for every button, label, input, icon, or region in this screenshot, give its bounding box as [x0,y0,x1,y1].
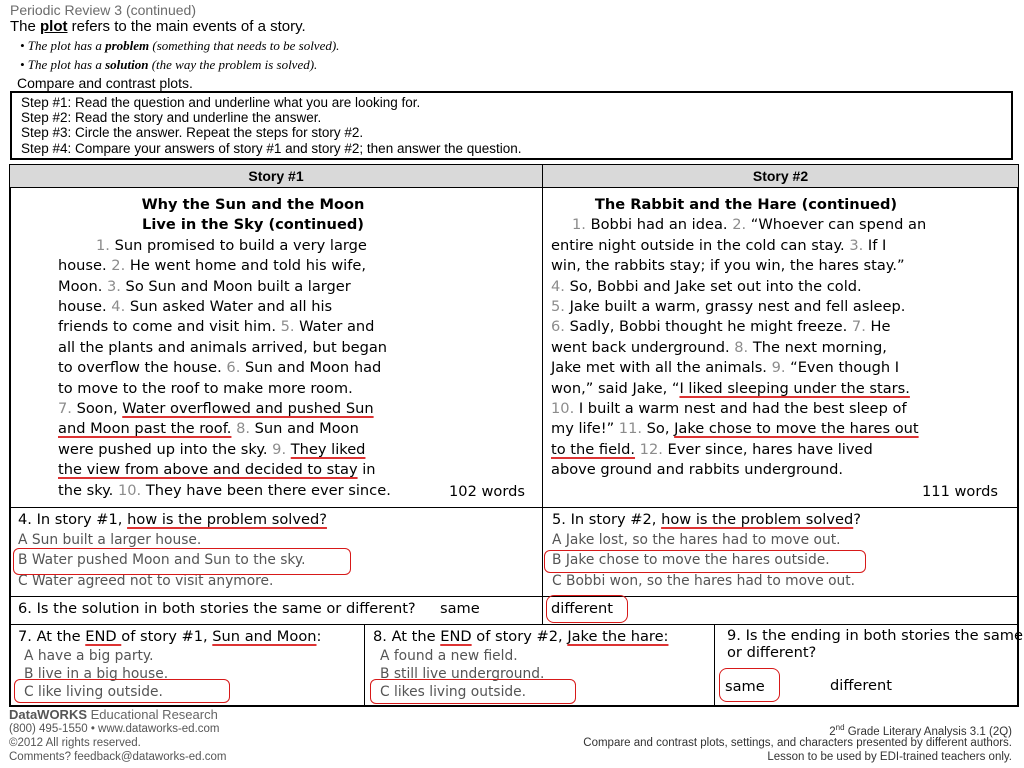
text: were pushed up into the sky. [58,440,273,458]
text: of story #2, [471,628,568,645]
story-line [58,419,528,439]
brand-name: DataWORKS [9,707,88,722]
sentence-number: 3. [106,277,121,295]
text: So, Bobbi and Jake set out into the cold. [564,277,862,295]
text: Sadly, Bobbi thought he might freeze. [564,318,852,336]
text: (something that needs to be solved). [149,38,340,53]
story-line: win, the rabbits stay; if you win, the hares stay.” [551,257,905,275]
text: • The plot has a [20,57,106,72]
story1-text [58,195,528,501]
bullet-solution [20,57,317,73]
question-4 [18,511,327,528]
text: entire night outside in the cold can stay. [551,236,850,254]
steps-box [10,91,1013,160]
story1-header: Story #1 [9,164,543,188]
divider [714,624,715,706]
story-line [551,358,1013,378]
text: • The plot has a [20,38,106,53]
brand-logo [9,707,218,722]
q9-option-same[interactable]: same [725,678,765,695]
step-2: Step #2: Read the story and underline the answer. [21,110,322,126]
story2-header: Story #2 [542,164,1019,188]
story-line [58,460,528,480]
text: house. [58,298,112,316]
text: refers to the main events of a story. [67,18,306,35]
text: ? [853,511,861,528]
contact-phone: (800) 495-1550 • www.dataworks-ed.com [9,723,220,735]
text: Moon. [58,277,107,295]
story-line [551,440,1013,460]
usage-note: Lesson to be used by EDI-trained teachers only. [767,751,1012,763]
divider [542,188,543,624]
sentence-number: 10. [117,481,142,499]
q5-option-c[interactable]: C Bobbi won, so the hares had to move out. [552,573,856,589]
text: house. [58,257,112,275]
q8-option-b[interactable]: B still live underground. [380,666,545,682]
question-7 [18,628,321,645]
story-line: to move to the roof to make more room. [58,379,353,397]
text: 9. Is the ending in both stories the same [727,627,1024,644]
q7-option-b[interactable]: B live in a big house. [24,666,169,682]
q8-option-a[interactable]: A found a new field. [380,648,518,664]
question-9 [727,627,1023,661]
sentence-number: 8. [236,420,251,438]
sentence-number: 10. [551,400,575,418]
lesson-title [829,723,1012,738]
divider [9,596,1019,597]
underlined-answer: Jake chose to move the hares out [674,420,919,438]
story-line [551,399,1013,419]
story2-word-count: 111 words [922,483,998,500]
sentence-number: 1. [572,216,586,234]
underlined-question: Sun and Moon [212,628,317,645]
story-line: above ground and rabbits underground. [551,461,844,479]
sentence-number: 2. [111,257,126,275]
text: Water and [294,318,375,336]
copyright: ©2012 All rights reserved. [9,737,141,749]
step-4: Step #4: Compare your answers of story #1 and story #2; then answer the question. [21,140,522,156]
underlined-question: how is the problem solved? [127,511,327,528]
plot-definition [10,18,306,35]
story1-word-count: 102 words [449,483,525,500]
sentence-number: 4. [111,298,126,316]
q5-option-b[interactable]: B Jake chose to move the hares outside. [552,552,830,568]
q8-option-c[interactable]: C likes living outside. [380,684,527,700]
q9-option-different[interactable]: different [830,677,892,694]
story-line [551,317,1013,337]
underlined-answer: They liked [290,440,366,458]
divider [364,624,365,706]
q4-option-c[interactable]: C Water agreed not to visit anymore. [18,573,274,589]
story-line [58,277,528,297]
text: Bobbi had an idea. [585,216,733,234]
story2-title: The Rabbit and the Hare (continued) [594,196,898,213]
sentence-number: 9. [771,359,786,377]
underlined-question: how is the problem solved [661,511,854,528]
text: nd [835,723,845,732]
text: Sun and Moon had [240,359,382,377]
text: of story #1, [121,628,213,645]
text: the sky. [58,481,118,499]
text: (the way the problem is solved). [148,57,318,72]
solution-keyword: solution [105,57,149,72]
underlined-answer: I liked sleeping under the stars. [679,379,910,397]
text: my life!” [551,420,619,438]
answer-circle [13,548,351,575]
story-line [58,297,528,317]
story-line [58,236,528,256]
q7-option-c[interactable]: C like living outside. [24,684,163,700]
text: 8. At the [373,628,441,645]
sentence-number: 7. [58,400,72,418]
story-line [58,440,528,460]
q6-option-same[interactable]: same [440,600,480,617]
story-line [551,379,1013,399]
q7-option-a[interactable]: A have a big party. [24,648,154,664]
story-line [551,236,1013,256]
lesson-description: Compare and contrast plots, settings, and characters presented by different authors. [583,737,1012,749]
story-line [551,215,1013,235]
sentence-number: 3. [849,236,864,254]
answer-circle [14,679,230,703]
story-line [58,358,528,378]
story-line [551,419,1013,439]
sentence-number: 11. [618,420,642,438]
divider [9,507,1019,508]
text: or different? [727,644,817,661]
feedback-email: Comments? feedback@dataworks-ed.com [9,751,227,763]
plot-keyword: plot [40,18,68,35]
text: Grade Literary Analysis 3.1 (2Q) [844,725,1012,738]
sentence-number: 8. [734,338,749,356]
text: to overflow the house. [58,359,227,377]
text: The [10,18,41,35]
step-3: Step #3: Circle the answer. Repeat the steps for story #2. [21,125,364,141]
story-line [58,399,528,419]
text: Ever since, hares have lived [662,440,873,458]
text: 7. At the [18,628,86,645]
step-1: Step #1: Read the question and underline what you are looking for. [21,95,421,110]
text: Jake met with all the animals. [551,359,772,377]
text: If I [863,236,887,254]
underlined-answer: the view from above and decided to stay [58,461,358,479]
story2-text [551,195,1013,481]
q5-option-a[interactable]: A Jake lost, so the hares had to move out. [552,532,841,548]
answer-circle [546,595,628,623]
objective: Compare and contrast plots. [17,75,193,91]
answer-circle [544,550,866,573]
text: friends to come and visit him. [58,318,281,336]
question-5 [552,511,861,528]
text: I built a warm nest and had the best sleep of [574,400,907,418]
story-line [551,297,1013,317]
story-line [551,338,1013,358]
text: So, [642,420,675,438]
text: The next morning, [748,338,887,356]
sentence-number: 6. [551,318,565,336]
text: Sun asked Water and all his [125,298,333,316]
text: Sun promised to build a very large [109,236,367,254]
underlined-answer: Water overflowed and pushed Sun [122,400,374,418]
sentence-number: 5. [551,298,565,316]
text: went back underground. [551,338,735,356]
q6-option-different[interactable]: different [551,600,613,617]
text: Sun and Moon [250,420,359,438]
story-line [551,277,1013,297]
sentence-number: 5. [280,318,295,336]
sentence-number: 9. [272,440,287,458]
sentence-number: 1. [96,236,110,254]
story-line [58,317,528,337]
story1-title: Live in the Sky (continued) [142,216,364,234]
text: He went home and told his wife, [125,257,366,275]
sentence-number: 2. [732,216,747,234]
story1-title: Why the Sun and the Moon [141,196,365,213]
text: : [316,628,322,645]
page-subtitle: Periodic Review 3 (continued) [10,2,196,18]
q4-option-b[interactable]: B Water pushed Moon and Sun to the sky. [18,552,306,568]
text: Jake built a warm, grassy nest and fell asleep. [564,298,906,316]
sentence-number: 7. [851,318,866,336]
answer-circle [370,679,576,704]
text: 4. In story #1, [18,511,128,528]
text: in [357,461,376,479]
text: He [865,318,891,336]
text: “Whoever can spend an [746,216,927,234]
underlined-answer: to the field. [551,440,636,458]
answer-circle [719,668,780,702]
divider [9,624,1019,625]
underlined-question: Jake the hare: [567,628,669,645]
text: So Sun and Moon built a larger [120,277,351,295]
text: “Even though I [785,359,900,377]
underlined-answer: and Moon past the roof. [58,420,232,438]
question-8 [373,628,668,645]
underlined-question: END [85,628,122,645]
text: won,” said Jake, “ [551,379,680,397]
text: Educational Research [87,707,218,722]
sentence-number: 4. [551,277,565,295]
sentence-number: 6. [226,359,241,377]
problem-keyword: problem [105,38,150,53]
story-line [58,256,528,276]
story-line: all the plants and animals arrived, but began [58,338,388,356]
text: They have been there ever since. [141,481,391,499]
sentence-number: 12. [639,440,663,458]
text: Soon, [71,400,123,418]
underlined-question: END [440,628,472,645]
text: 5. In story #2, [552,511,662,528]
q4-option-a[interactable]: A Sun built a larger house. [18,532,202,548]
question-6: 6. Is the solution in both stories the same or different? [18,600,416,617]
text: 2 [829,725,836,738]
bullet-problem [20,38,339,54]
